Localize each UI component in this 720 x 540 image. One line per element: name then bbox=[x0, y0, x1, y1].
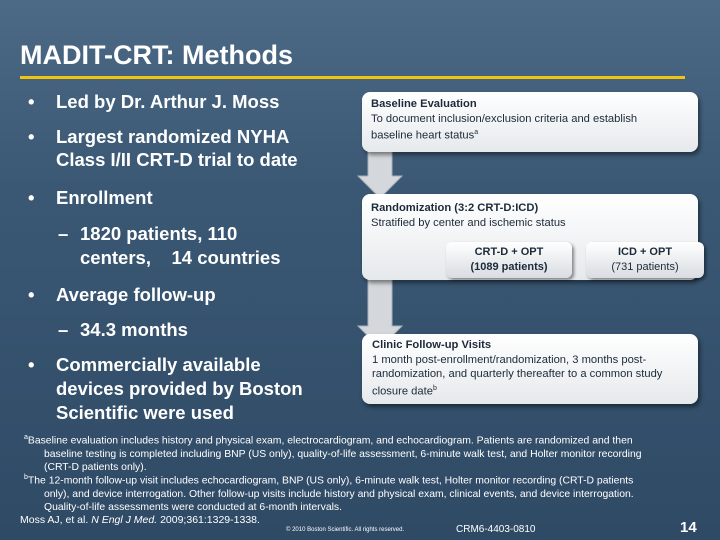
baseline-title: Baseline Evaluation bbox=[371, 98, 477, 110]
footnote-a-line: baseline testing is completed including BNP (US only), quality-of-life assessment, 6-minute walk test, and Holter monitor recording bbox=[44, 448, 642, 460]
crtd-opt-box bbox=[446, 242, 572, 278]
followup-line2: randomization, and quarterly thereafter to a common study bbox=[372, 368, 663, 380]
baseline-line1: To document inclusion/exclusion criteria and establish bbox=[371, 112, 638, 125]
citation-authors: Moss AJ, et al. bbox=[20, 514, 92, 526]
bullet-marker: • bbox=[28, 187, 35, 208]
baseline-line2 bbox=[371, 126, 689, 143]
footnote-b-line bbox=[24, 471, 700, 488]
baseline-evaluation-box bbox=[362, 92, 698, 152]
crtd-patients: (1089 patients) bbox=[470, 261, 548, 273]
bullet-line: Scientific were used bbox=[56, 402, 234, 423]
citation-journal: N Engl J Med. bbox=[91, 514, 158, 526]
sub-bullet-text: 34.3 months bbox=[80, 319, 188, 340]
randomization-title: Randomization (3:2 CRT-D:ICD) bbox=[371, 202, 539, 214]
footnote-a-line bbox=[24, 431, 700, 448]
bullet-text: Enrollment bbox=[56, 187, 153, 208]
icd-opt-box bbox=[586, 242, 704, 278]
sub-bullet-marker: – bbox=[58, 319, 69, 340]
bullet-line: devices provided by Boston bbox=[56, 378, 303, 399]
sub-bullet-marker: – bbox=[58, 223, 69, 244]
footnote-ref-b: b bbox=[432, 384, 437, 392]
footnote-a-line: (CRT-D patients only). bbox=[44, 461, 147, 473]
footnote-a-text: Baseline evaluation includes history and physical exam, electrocardiogram, and echocardiogram. Patients are randomized and then bbox=[27, 435, 633, 447]
footnote-b bbox=[24, 471, 700, 514]
bullet-line: Commercially available bbox=[56, 354, 261, 375]
citation-details: 2009;361:1329-1338. bbox=[157, 514, 260, 526]
randomization-line1: Stratified by center and ischemic status bbox=[371, 216, 566, 229]
bullet-text: Average follow-up bbox=[56, 284, 216, 305]
footnote-a-marker: a bbox=[24, 434, 28, 441]
followup-visits-box bbox=[362, 334, 698, 404]
bullet-text bbox=[56, 353, 303, 425]
bullet-line: Largest randomized NYHA bbox=[56, 126, 290, 147]
footnote-b-marker: b bbox=[24, 474, 28, 481]
icd-patients: (731 patients) bbox=[611, 261, 679, 273]
followup-line3 bbox=[372, 382, 688, 399]
sub-bullet-text bbox=[80, 222, 281, 270]
sub-bullet-line: 1820 patients, 110 bbox=[80, 223, 238, 244]
citation bbox=[20, 514, 260, 526]
followup-line3-text: closure date bbox=[372, 385, 433, 398]
footnote-b-text: The 12-month follow-up visit includes echocardiogram, BNP (US only), 6-minute walk test, Holter monitor recording (CRT-D patients bbox=[27, 475, 634, 487]
icd-title: ICD + OPT bbox=[617, 246, 673, 258]
page-number: 14 bbox=[680, 519, 697, 536]
bullet-marker: • bbox=[28, 354, 35, 375]
footnote-ref-a: a bbox=[474, 129, 479, 136]
bullet-text: Led by Dr. Arthur J. Moss bbox=[56, 91, 280, 112]
baseline-line2-text: baseline heart status bbox=[371, 129, 475, 142]
copyright-notice: © 2010 Boston Scientific. All rights reserved. bbox=[286, 527, 405, 533]
bullet-marker: • bbox=[28, 126, 35, 147]
slide-title: MADIT-CRT: Methods bbox=[20, 40, 293, 70]
sub-bullet-line: centers, 14 countries bbox=[80, 247, 281, 268]
bullet-marker: • bbox=[28, 284, 35, 305]
footnote-a bbox=[24, 431, 700, 474]
bullet-text bbox=[56, 125, 298, 171]
followup-title: Clinic Follow-up Visits bbox=[372, 339, 492, 351]
bullet-line: Class I/II CRT-D trial to date bbox=[56, 149, 298, 170]
footnote-b-line: only), and device interrogation. Other follow-up visits include history and physical exam, clinical events, and device interrogation. bbox=[44, 488, 634, 500]
crtd-title: CRT-D + OPT bbox=[474, 246, 544, 258]
footnote-b-line: Quality-of-life assessments were conducted at 6-month intervals. bbox=[44, 501, 342, 513]
document-code: CRM6-4403-0810 bbox=[456, 524, 536, 535]
followup-line1: 1 month post-enrollment/randomization, 3 months post- bbox=[372, 353, 647, 366]
bullet-marker: • bbox=[28, 91, 35, 112]
down-arrow-icon bbox=[356, 146, 404, 200]
title-underline bbox=[20, 76, 685, 79]
